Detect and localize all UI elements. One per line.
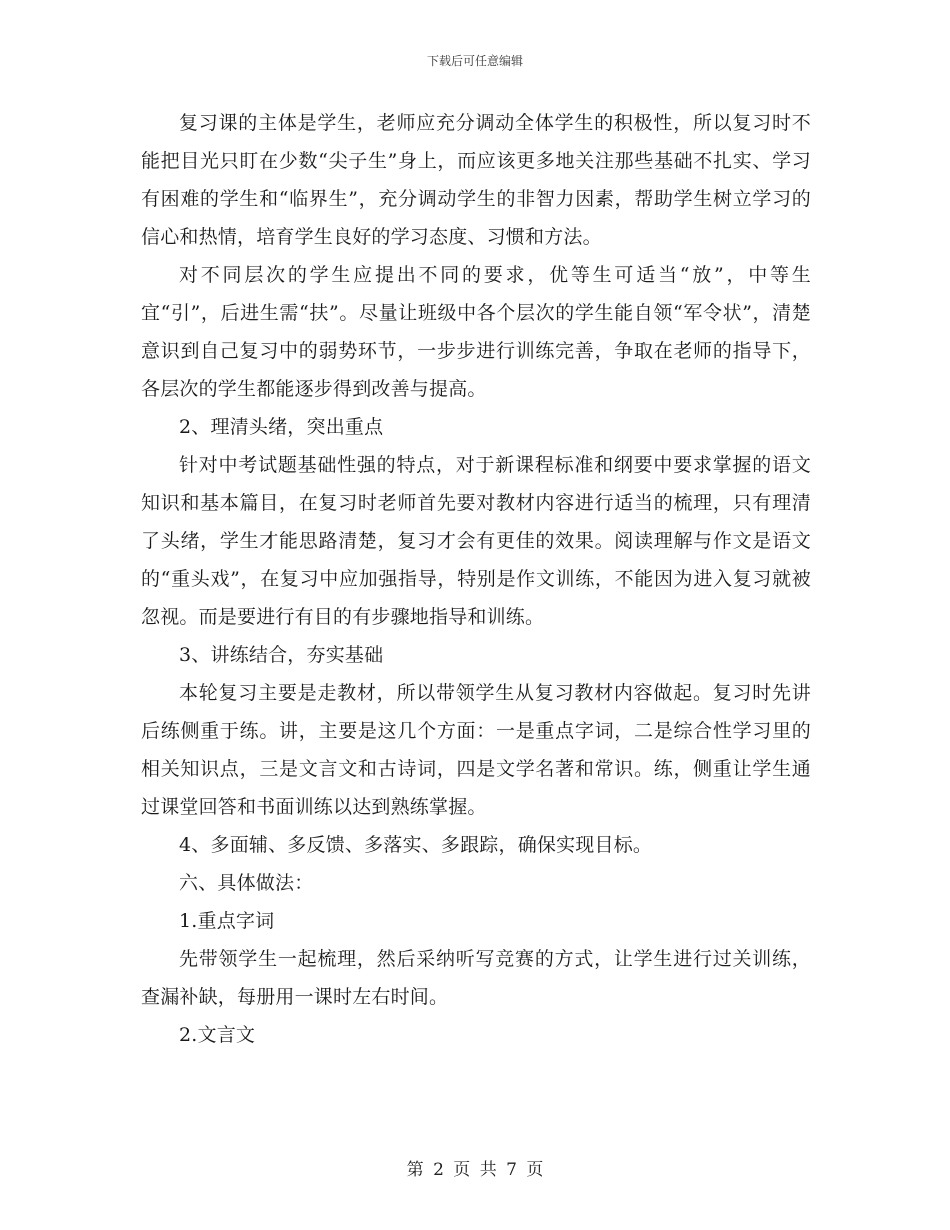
subsection-heading: 2.文言文 <box>179 1024 256 1046</box>
section-heading: 六、具体做法： <box>179 872 314 894</box>
paragraph: 对不同层次的学生应提出不同的要求，优等生可适当“放”，中等生宜“引”，后进生需“扶”。尽量让班级中各个层次的学生能自领“军令状”，清楚意识到自己复习中的弱势环节，一步步进行训练完善，争取在老师的指导下，各层次的学生都能逐步得到改善与提高。 <box>141 264 811 400</box>
page-header: 下载后可任意编辑 <box>426 54 523 68</box>
section-heading: 4、多面辅、多反馈、多落实、多跟踪，确保实现目标。 <box>179 834 653 856</box>
paragraph: 针对中考试题基础性强的特点，对于新课程标准和纲要中要求掌握的语文知识和基本篇目，在复习时老师首先要对教材内容进行适当的梳理，只有理清了头绪，学生才能思路清楚，复习才会有更佳的效果。阅读理解与作文是语文的“重头戏”，在复习中应加强指导，特别是作文训练，不能因为进入复习就被忽视。而是要进行有目的有步骤地指导和训练。 <box>141 454 811 628</box>
paragraph: 先带领学生一起梳理，然后采纳听写竞赛的方式，让学生进行过关训练，查漏补缺，每册用一课时左右时间。 <box>141 948 811 1008</box>
paragraph: 复习课的主体是学生，老师应充分调动全体学生的积极性，所以复习时不能把目光只盯在少数“尖子生”身上，而应该更多地关注那些基础不扎实、学习有困难的学生和“临界生”，充分调动学生的非智力因素，帮助学生树立学习的信心和热情，培育学生良好的学习态度、习惯和方法。 <box>141 112 811 248</box>
section-heading: 3、讲练结合，夯实基础 <box>179 644 384 666</box>
subsection-heading: 1.重点字词 <box>179 910 275 932</box>
paragraph: 本轮复习主要是走教材，所以带领学生从复习教材内容做起。复习时先讲后练侧重于练。讲，主要是这几个方面：一是重点字词，二是综合性学习里的相关知识点，三是文言文和古诗词，四是文学名著和常识。练，侧重让学生通过课堂回答和书面训练以达到熟练掌握。 <box>141 682 811 818</box>
document-body <box>141 104 811 1054</box>
section-heading: 2、理清头绪，突出重点 <box>179 416 384 438</box>
page-footer: 第 2 页 共 7 页 <box>406 1160 544 1180</box>
